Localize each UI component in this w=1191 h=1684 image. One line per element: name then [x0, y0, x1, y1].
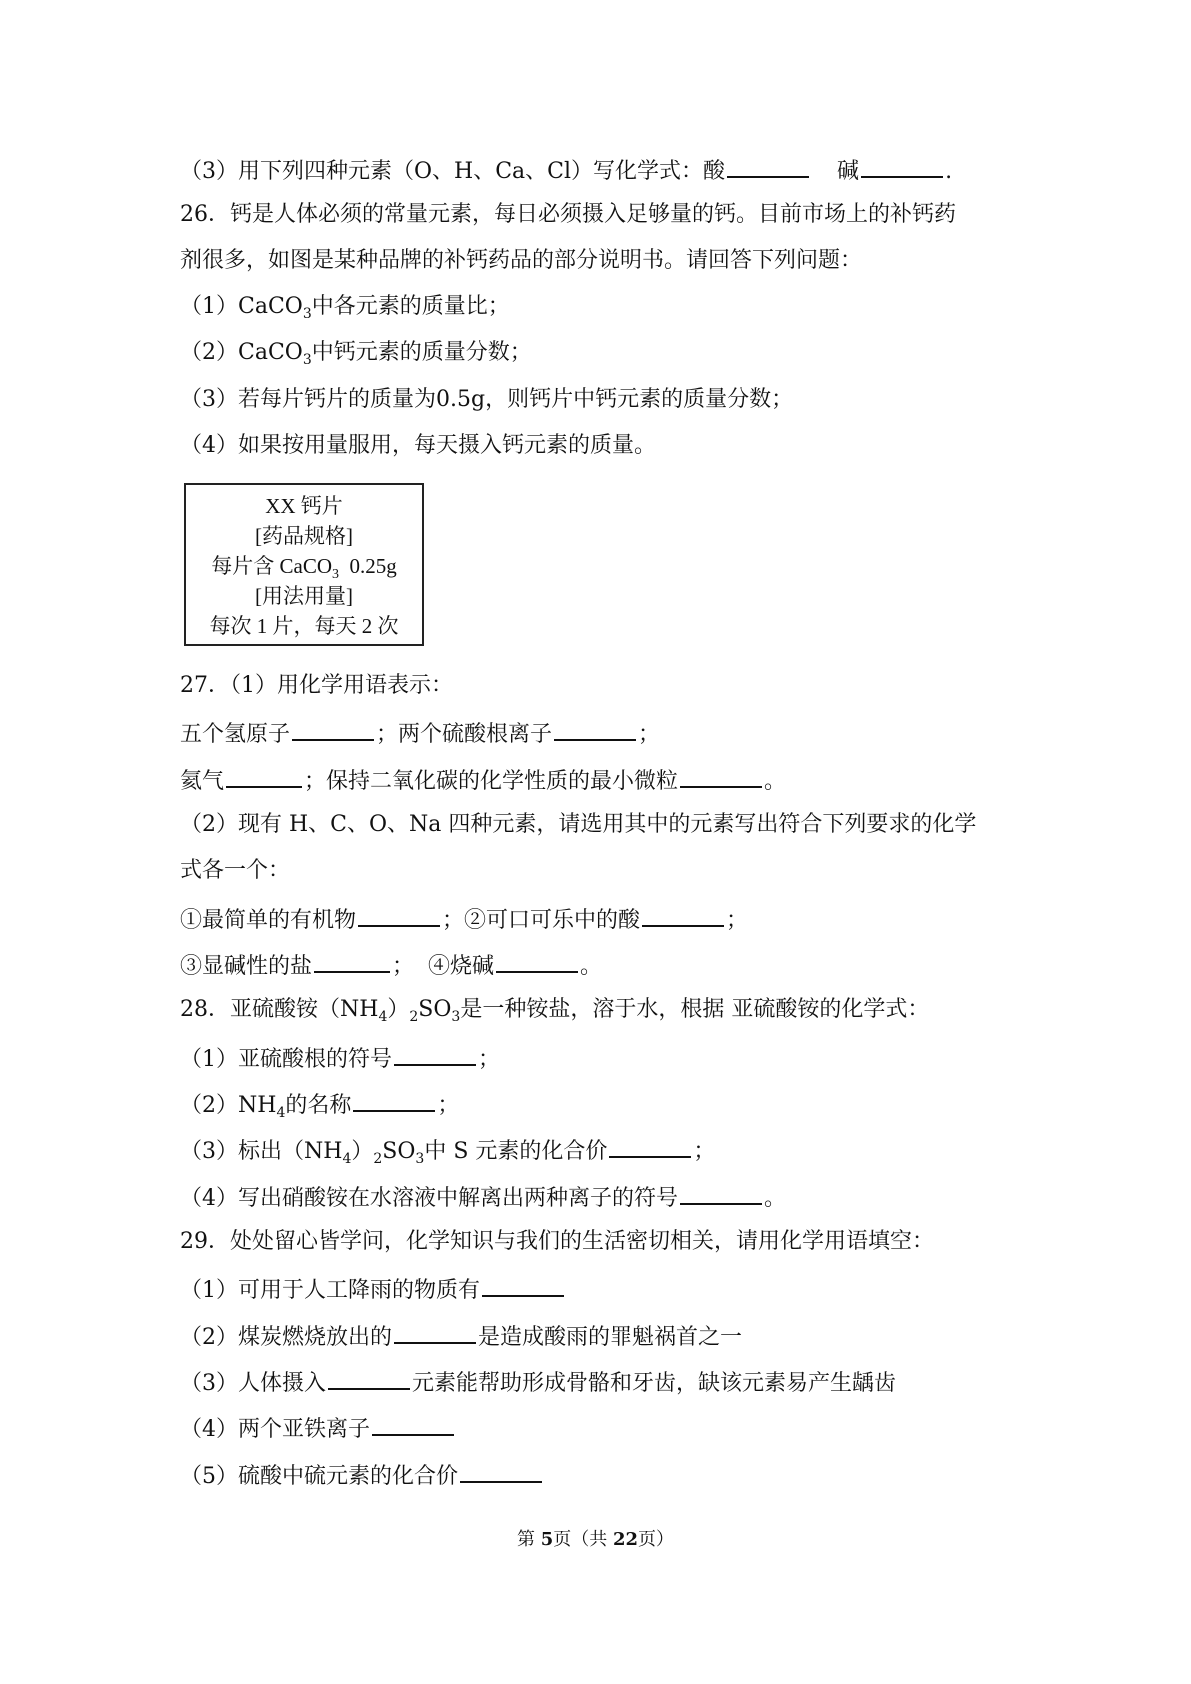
q27-part2-line2: 式各一个： — [180, 858, 291, 883]
q29-part2 — [180, 1320, 742, 1353]
answer-blank[interactable] — [358, 903, 440, 927]
answer-blank[interactable] — [226, 764, 302, 788]
answer-blank[interactable] — [482, 1273, 564, 1297]
q28-head — [180, 995, 929, 1032]
q27-l3c: ； — [726, 908, 749, 933]
q28-part4 — [180, 1181, 786, 1214]
subscript: 2 — [373, 1151, 383, 1167]
q28-p3a: （3）标出（NH — [180, 1139, 343, 1164]
answer-blank[interactable] — [314, 949, 390, 973]
answer-blank[interactable] — [609, 1134, 691, 1158]
q28-p1a: （1）亚硫酸根的符号 — [180, 1047, 392, 1072]
q28-p3d: 中 S 元素的化合价 — [424, 1139, 608, 1164]
q26-stem-line2: 剂很多，如图是某种品牌的补钙药品的部分说明书。请回答下列问题： — [180, 248, 863, 273]
q27-part2-line1: （2）现有 H、C、O、Na 四种元素，请选用其中的元素写出符合下列要求的化学 — [180, 812, 977, 837]
q27-l1c: ； — [638, 722, 661, 747]
subscript: 4 — [378, 1009, 388, 1025]
q29-p3a: （3）人体摄入 — [180, 1371, 326, 1396]
q25-base-label: 碱 — [837, 159, 860, 184]
subscript: 3 — [332, 567, 339, 582]
q27-l4c: 。 — [580, 954, 603, 979]
q28-p2a: （2）NH — [180, 1093, 277, 1118]
answer-blank[interactable] — [680, 1181, 762, 1205]
q25-part3-line — [180, 154, 952, 187]
q28-p2b: 的名称 — [285, 1093, 352, 1118]
page-total: 22 — [612, 1529, 639, 1550]
q28-p1b: ； — [478, 1047, 501, 1072]
q27-l2c: 。 — [764, 769, 787, 794]
q27-head: 27．（1）用化学用语表示： — [180, 673, 453, 698]
usage-content: 每次 1 片，每天 2 次 — [209, 614, 399, 638]
q25-part3-text: （3）用下列四种元素（O、H、Ca、Cl）写化学式：酸 — [180, 159, 726, 184]
q27-l4b: ； ④烧碱 — [392, 954, 495, 979]
subscript: 3 — [302, 352, 312, 368]
spec-post: 0.25g — [339, 554, 397, 578]
q27-l4a: ③显碱性的盐 — [180, 954, 313, 979]
answer-blank[interactable] — [292, 717, 374, 741]
acid-answer-blank[interactable] — [727, 154, 809, 178]
q28-part1 — [180, 1042, 500, 1075]
q26-part4: （4）如果按用量服用，每天摄入钙元素的质量。 — [180, 433, 656, 458]
q27-l1a: 五个氢原子 — [180, 722, 291, 747]
base-answer-blank[interactable] — [861, 154, 943, 178]
subscript: 2 — [409, 1009, 419, 1025]
answer-blank[interactable] — [394, 1042, 476, 1066]
q29-part1 — [180, 1273, 566, 1306]
medicine-label-box — [184, 483, 424, 646]
subscript: 4 — [342, 1151, 352, 1167]
page-number: 5 — [540, 1529, 554, 1550]
answer-blank[interactable] — [353, 1088, 435, 1112]
q26-stem-line1: 26．钙是人体必须的常量元素，每日必须摄入足够量的钙。目前市场上的补钙药 — [180, 202, 956, 227]
q29-part3 — [180, 1366, 896, 1399]
usage-heading: [用法用量] — [255, 584, 353, 608]
q28-p4a: （4）写出硝酸铵在水溶液中解离出两种离子的符号 — [180, 1186, 678, 1211]
q28-p3e: ； — [693, 1139, 716, 1164]
subscript: 3 — [415, 1151, 425, 1167]
answer-blank[interactable] — [554, 717, 636, 741]
q27-line4 — [180, 949, 602, 982]
q26-part2-pre: （2）CaCO — [180, 340, 303, 365]
q29-p2b: 是造成酸雨的罪魁祸首之一 — [478, 1325, 743, 1350]
q28-head-so: SO — [418, 997, 452, 1022]
q26-part1-post: 中各元素的质量比； — [311, 294, 510, 319]
spec-heading: [药品规格] — [255, 524, 353, 548]
q26-part3: （3）若每片钙片的质量为0.5g，则钙片中钙元素的质量分数； — [180, 387, 794, 412]
subscript: 3 — [302, 306, 312, 322]
q28-head-mid: ） — [387, 997, 410, 1022]
q27-line2 — [180, 764, 786, 797]
subscript: 3 — [451, 1009, 461, 1025]
answer-blank[interactable] — [372, 1412, 454, 1436]
q29-p1a: （1）可用于人工降雨的物质有 — [180, 1278, 480, 1303]
answer-blank[interactable] — [496, 949, 578, 973]
q26-part2-post: 中钙元素的质量分数； — [311, 340, 532, 365]
q28-head-pre: 28．亚硫酸铵（NH — [180, 997, 379, 1022]
q27-l2b: ；保持二氧化碳的化学性质的最小微粒 — [304, 769, 679, 794]
q28-p3b: ） — [351, 1139, 374, 1164]
q29-p4a: （4）两个亚铁离子 — [180, 1417, 370, 1442]
q28-p3c: SO — [382, 1139, 416, 1164]
footer-pre: 第 — [516, 1529, 541, 1550]
q28-part3 — [180, 1134, 715, 1174]
answer-blank[interactable] — [680, 764, 762, 788]
q27-l3b: ；②可口可乐中的酸 — [442, 908, 641, 933]
q29-part5 — [180, 1459, 544, 1492]
q29-p5a: （5）硫酸中硫元素的化合价 — [180, 1464, 458, 1489]
medicine-name: XX 钙片 — [265, 494, 343, 518]
q29-head: 29．处处留心皆学问，化学知识与我们的生活密切相关，请用化学用语填空： — [180, 1229, 934, 1254]
spec-content — [186, 551, 422, 581]
q28-p2c: ； — [437, 1093, 460, 1118]
q29-p2a: （2）煤炭燃烧放出的 — [180, 1325, 392, 1350]
footer-mid: 页（共 — [553, 1529, 613, 1550]
q29-part4 — [180, 1412, 456, 1445]
answer-blank[interactable] — [460, 1459, 542, 1483]
q28-part2 — [180, 1088, 459, 1128]
subscript: 4 — [276, 1105, 286, 1121]
q25-end-punct: . — [945, 159, 953, 184]
q29-p3b: 元素能帮助形成骨骼和牙齿，缺该元素易产生龋齿 — [412, 1371, 897, 1396]
q27-line3 — [180, 903, 748, 936]
answer-blank[interactable] — [394, 1320, 476, 1344]
q28-head-post: 是一种铵盐，溶于水，根据 亚硫酸铵的化学式： — [460, 997, 930, 1022]
q27-l3a: ①最简单的有机物 — [180, 908, 357, 933]
q28-p4b: 。 — [764, 1186, 787, 1211]
q26-part1 — [180, 292, 510, 329]
q26-part1-pre: （1）CaCO — [180, 294, 303, 319]
q26-part2 — [180, 338, 532, 375]
spec-pre: 每片含 CaCO — [211, 554, 332, 578]
q27-line1 — [180, 717, 660, 750]
q27-l1b: ；两个硫酸根离子 — [376, 722, 553, 747]
answer-blank[interactable] — [328, 1366, 410, 1390]
answer-blank[interactable] — [642, 903, 724, 927]
footer-post: 页） — [638, 1529, 675, 1550]
page-footer — [0, 1528, 1191, 1552]
q27-l2a: 氦气 — [180, 769, 225, 794]
